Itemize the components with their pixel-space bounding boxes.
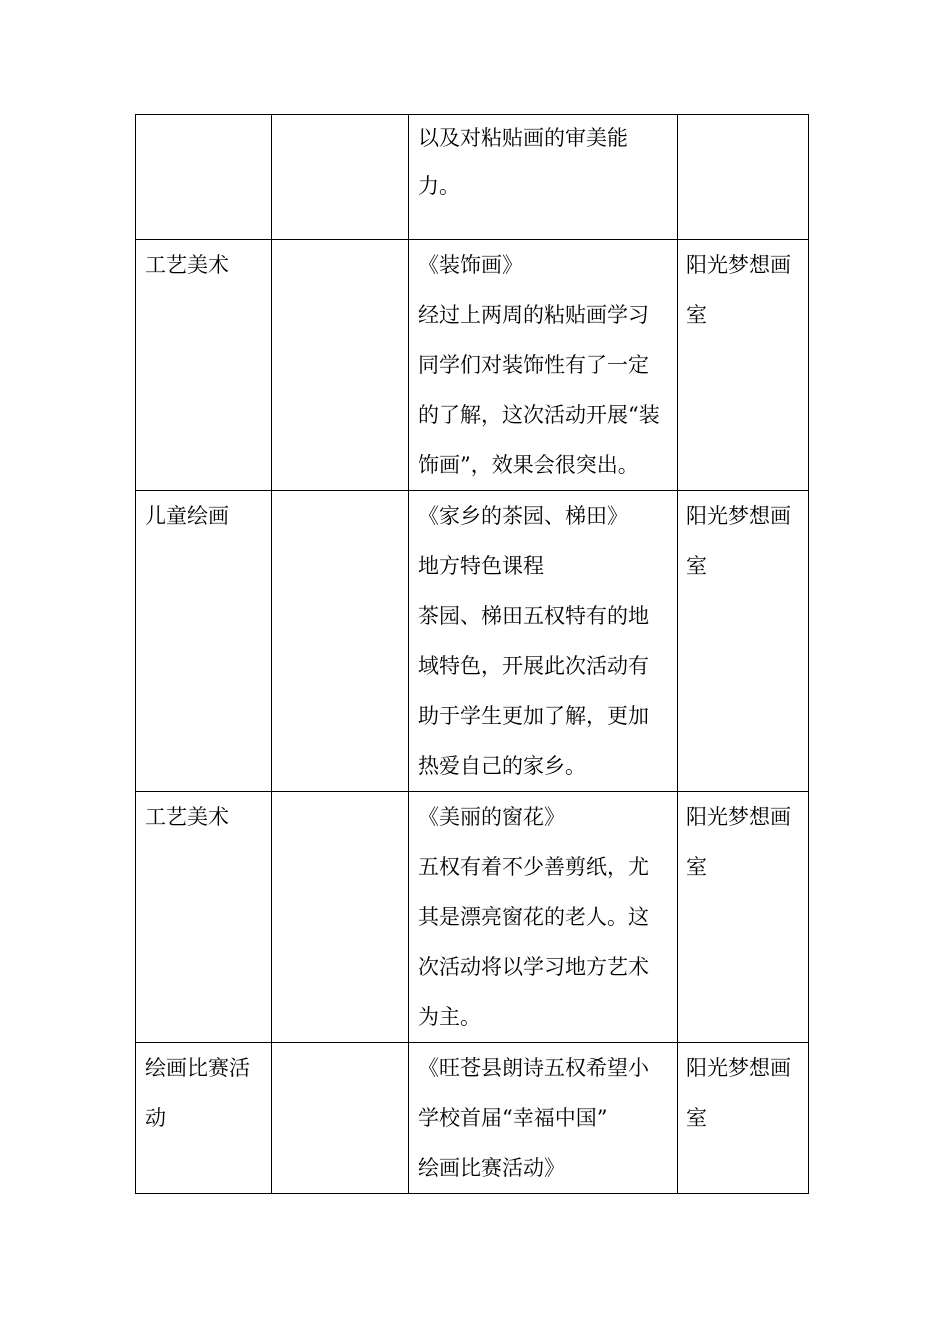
location-cell: 阳光梦想画室 xyxy=(678,792,809,1043)
location-cell: 阳光梦想画室 xyxy=(678,491,809,792)
empty-cell xyxy=(272,1043,409,1194)
activity-content-cell xyxy=(409,240,678,491)
location-cell xyxy=(678,115,809,240)
empty-cell xyxy=(272,115,409,240)
table-row xyxy=(136,792,809,1043)
activity-type-cell: 绘画比赛活动 xyxy=(136,1043,272,1194)
content-line: 同学们对装饰性有了一定 xyxy=(418,353,649,377)
content-line: 《装饰画》 xyxy=(418,253,523,277)
content-line: 热爱自己的家乡。 xyxy=(418,754,586,778)
content-line: 学校首届“幸福中国” xyxy=(418,1106,608,1130)
activity-type-cell: 工艺美术 xyxy=(136,792,272,1043)
activity-type-cell: 工艺美术 xyxy=(136,240,272,491)
content-line: 其是漂亮窗花的老人。这 xyxy=(418,905,649,929)
location-cell: 阳光梦想画室 xyxy=(678,1043,809,1194)
content-line: 《美丽的窗花》 xyxy=(418,805,565,829)
content-line: 助于学生更加了解，更加 xyxy=(418,704,649,728)
empty-cell xyxy=(272,792,409,1043)
content-line: 力。 xyxy=(418,174,460,198)
empty-cell xyxy=(272,240,409,491)
content-line: 茶园、梯田五权特有的地 xyxy=(418,604,649,628)
content-line: 的了解，这次活动开展“装 xyxy=(418,403,660,427)
activity-content-cell xyxy=(409,115,678,240)
content-line: 绘画比赛活动》 xyxy=(418,1156,565,1180)
table-row xyxy=(136,240,809,491)
activity-content-cell xyxy=(409,491,678,792)
content-line: 《家乡的茶园、梯田》 xyxy=(418,504,628,528)
empty-cell xyxy=(272,491,409,792)
table-row xyxy=(136,115,809,240)
content-line: 地方特色课程 xyxy=(418,554,544,578)
content-line: 以及对粘贴画的审美能 xyxy=(418,126,628,150)
activity-content-cell xyxy=(409,792,678,1043)
content-line: 饰画”，效果会很突出。 xyxy=(418,453,639,477)
activity-type-cell: 儿童绘画 xyxy=(136,491,272,792)
content-line: 五权有着不少善剪纸，尤 xyxy=(418,855,649,879)
content-line: 次活动将以学习地方艺术 xyxy=(418,955,649,979)
table-row xyxy=(136,1043,809,1194)
content-line: 域特色，开展此次活动有 xyxy=(418,654,649,678)
content-line: 为主。 xyxy=(418,1005,481,1029)
activity-type-cell xyxy=(136,115,272,240)
activity-table xyxy=(135,114,809,1194)
activity-content-cell xyxy=(409,1043,678,1194)
content-line: 《旺苍县朗诗五权希望小 xyxy=(418,1056,649,1080)
content-line: 经过上两周的粘贴画学习 xyxy=(418,303,649,327)
location-cell: 阳光梦想画室 xyxy=(678,240,809,491)
table-row xyxy=(136,491,809,792)
